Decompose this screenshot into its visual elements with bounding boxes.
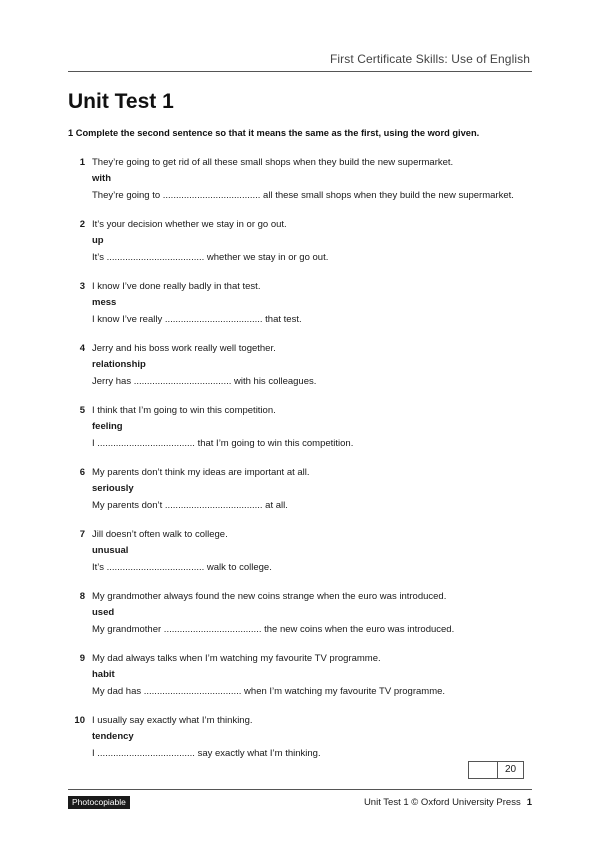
exercise-item (68, 467, 538, 529)
item-gapped-sentence: It’s ..................................... whether we stay in or go out. (92, 252, 329, 263)
item-sentence: My dad always talks when I’m watching my favourite TV programme. (92, 653, 381, 664)
item-keyword: habit (92, 669, 115, 680)
score-field[interactable] (469, 762, 498, 778)
item-keyword: up (92, 235, 104, 246)
item-keyword: feeling (92, 421, 123, 432)
item-sentence: I usually say exactly what I’m thinking. (92, 715, 253, 726)
item-gapped-sentence: Jerry has ..................................... with his colleagues. (92, 376, 317, 387)
page-number: 1 (526, 797, 532, 808)
item-number: 7 (79, 529, 85, 540)
item-keyword: relationship (92, 359, 146, 370)
item-sentence: It’s your decision whether we stay in or go out. (92, 219, 287, 230)
item-number: 5 (79, 405, 85, 416)
exercise-instruction: 1 Complete the second sentence so that it means the same as the first, using the word given. (68, 128, 480, 138)
item-sentence: I know I’ve done really badly in that test. (92, 281, 261, 292)
item-sentence: They’re going to get rid of all these small shops when they build the new supermarket. (92, 157, 454, 168)
exercise-item (68, 529, 538, 591)
item-sentence: My parents don’t think my ideas are important at all. (92, 467, 310, 478)
item-sentence: Jill doesn’t often walk to college. (92, 529, 228, 540)
item-gapped-sentence: I ..................................... say exactly what I’m thinking. (92, 748, 321, 759)
item-keyword: tendency (92, 731, 134, 742)
exercise-item (68, 653, 538, 715)
item-number: 1 (79, 157, 85, 168)
item-number: 4 (79, 343, 85, 354)
item-keyword: used (92, 607, 115, 618)
item-number: 6 (79, 467, 85, 478)
item-number: 9 (79, 653, 85, 664)
item-keyword: with (92, 173, 111, 184)
exercise-item (68, 591, 538, 653)
item-gapped-sentence: I ..................................... that I’m going to win this competition. (92, 438, 354, 449)
photocopiable-badge: Photocopiable (68, 796, 130, 809)
exercise-item (68, 281, 538, 343)
item-gapped-sentence: I know I’ve really ..................................... that test. (92, 314, 302, 325)
item-gapped-sentence: It’s ..................................... walk to college. (92, 562, 272, 573)
exercise-item (68, 343, 538, 405)
item-sentence: My grandmother always found the new coins strange when the euro was introduced. (92, 591, 447, 602)
item-number: 10 (74, 715, 85, 726)
item-keyword: seriously (92, 483, 134, 494)
item-keyword: unusual (92, 545, 129, 556)
footer-credit: Unit Test 1 © Oxford University Press (363, 797, 521, 808)
exercise-items (68, 157, 538, 777)
item-sentence: I think that I’m going to win this competition. (92, 405, 276, 416)
item-number: 8 (79, 591, 85, 602)
item-gapped-sentence: My parents don’t ..................................... at all. (92, 500, 288, 511)
item-number: 2 (79, 219, 85, 230)
item-gapped-sentence: My grandmother ..................................... the new coins when the euro was introduced. (92, 624, 455, 635)
header-title: First Certificate Skills: Use of English (329, 52, 530, 66)
footer-divider (68, 789, 532, 790)
item-number: 3 (79, 281, 85, 292)
item-gapped-sentence: They’re going to ..................................... all these small shops when they build the new supermarket. (92, 190, 514, 201)
header-divider (68, 71, 532, 72)
exercise-item (68, 219, 538, 281)
exercise-item (68, 157, 538, 219)
score-total: 20 (504, 764, 517, 775)
exercise-item (68, 405, 538, 467)
score-box (468, 761, 524, 779)
item-sentence: Jerry and his boss work really well together. (92, 343, 276, 354)
item-gapped-sentence: My dad has ..................................... when I’m watching my favourite TV programme. (92, 686, 446, 697)
unit-title: Unit Test 1 (68, 90, 174, 113)
item-keyword: mess (92, 297, 117, 308)
footer-credit-line (364, 796, 532, 809)
